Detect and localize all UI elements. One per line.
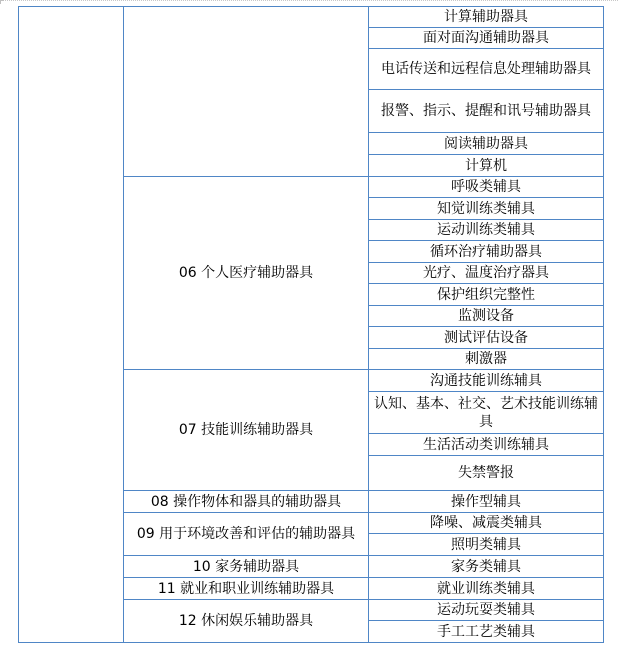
item-cell: [369, 241, 604, 263]
item-label: 测试评估设备: [444, 329, 528, 346]
item-cell: [369, 198, 604, 220]
category-cell: [124, 600, 369, 643]
item-label: 知觉训练类辅具: [437, 200, 535, 217]
item-cell: [369, 327, 604, 349]
item-label: 生活活动类训练辅具: [423, 436, 549, 453]
item-cell: [369, 434, 604, 456]
item-label: 阅读辅助器具: [444, 135, 528, 152]
item-label: 电话传送和远程信息处理辅助器具: [381, 61, 591, 77]
item-cell: [369, 306, 604, 327]
category-cell: [124, 578, 369, 600]
item-label: 认知、基本、社交、艺术技能训练辅具: [374, 395, 598, 430]
page-top-rule: [0, 0, 618, 4]
item-cell: [369, 49, 604, 90]
item-label: 失禁警报: [458, 465, 514, 481]
item-cell: [369, 155, 604, 177]
item-cell: [369, 600, 604, 621]
item-label: 报警、指示、提醒和讯号辅助器具: [381, 103, 591, 119]
item-label: 监测设备: [458, 308, 514, 324]
category-label: 12 休闲娱乐辅助器具: [178, 613, 314, 629]
item-cell: [369, 513, 604, 534]
item-label: 沟通技能训练辅具: [430, 372, 542, 389]
item-cell: [369, 284, 604, 306]
item-cell: [369, 534, 604, 556]
item-cell: [369, 90, 604, 133]
category-cell: [124, 491, 369, 513]
category-cell: [124, 513, 369, 556]
item-label: 照明类辅具: [451, 536, 521, 553]
item-cell: [369, 456, 604, 491]
item-cell: [369, 491, 604, 513]
item-cell: [369, 370, 604, 392]
item-cell: [369, 621, 604, 643]
item-cell: [369, 6, 604, 28]
item-cell: [369, 392, 604, 434]
item-label: 就业训练类辅具: [437, 580, 535, 597]
item-label: 循环治疗辅助器具: [430, 243, 542, 260]
item-cell: [369, 349, 604, 370]
item-cell: [369, 220, 604, 241]
category-cell: [124, 556, 369, 578]
item-label: 手工工艺类辅具: [437, 623, 535, 640]
item-cell: [369, 556, 604, 578]
category-label: 06 个人医疗辅助器具: [178, 265, 314, 281]
item-label: 保护组织完整性: [437, 286, 535, 303]
table-first-column: [18, 6, 124, 643]
item-cell: [369, 133, 604, 155]
item-label: 运动玩耍类辅具: [437, 602, 535, 618]
category-label: 09 用于环境改善和评估的辅助器具: [136, 526, 356, 542]
item-label: 运动训练类辅具: [437, 222, 535, 238]
item-label: 光疗、温度治疗器具: [423, 265, 549, 281]
item-cell: [369, 177, 604, 198]
item-cell: [369, 578, 604, 600]
item-label: 面对面沟通辅助器具: [423, 30, 549, 46]
item-label: 呼吸类辅具: [451, 179, 521, 195]
item-label: 降噪、减震类辅具: [430, 515, 542, 531]
item-label: 计算辅助器具: [444, 8, 528, 25]
page-corner-marker: [0, 0, 4, 4]
item-cell: [369, 263, 604, 284]
category-cell: [124, 6, 369, 177]
item-cell: [369, 28, 604, 49]
item-label: 操作型辅具: [451, 493, 521, 510]
category-label: 07 技能训练辅助器具: [178, 422, 314, 438]
item-label: 刺激器: [465, 351, 507, 367]
item-label: 家务类辅具: [451, 558, 521, 575]
category-label: 10 家务辅助器具: [192, 558, 300, 575]
category-cell: [124, 370, 369, 491]
category-label: 08 操作物体和器具的辅助器具: [150, 493, 342, 510]
item-label: 计算机: [465, 157, 507, 174]
category-label: 11 就业和职业训练辅助器具: [157, 580, 335, 597]
category-cell: [124, 177, 369, 370]
